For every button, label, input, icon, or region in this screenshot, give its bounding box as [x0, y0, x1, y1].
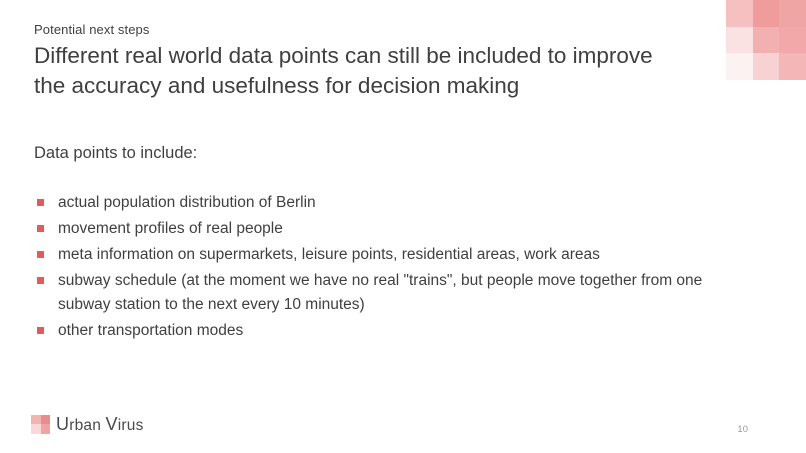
logo-swatch-cell [41, 415, 51, 425]
list-item-label: actual population distribution of Berlin [58, 194, 316, 211]
logo-swatch-cell [31, 424, 41, 434]
logo-word-rban: rban [69, 416, 106, 434]
bullet-square-icon [37, 277, 44, 284]
page-title: Different real world data points can still be included to improve the accuracy and usefulness for decision making [34, 43, 653, 98]
swatch-cell [779, 53, 806, 80]
list-item [34, 319, 734, 343]
swatch-cell [726, 53, 753, 80]
logo-word-irus: irus [117, 416, 144, 434]
data-points-label: Data points to include: [34, 144, 198, 162]
swatch-cell [753, 0, 780, 27]
slide-eyebrow: Potential next steps [34, 22, 150, 37]
swatch-cell [726, 0, 753, 27]
list-item [34, 269, 734, 316]
list-item-label: meta information on supermarkets, leisure points, residential areas, work areas [58, 246, 600, 263]
list-item-label: subway schedule (at the moment we have no real "trains", but people move together from one subway station to the next every 10 minutes) [58, 272, 703, 313]
logo-initial-v: V [105, 413, 118, 434]
bullet-square-icon [37, 251, 44, 258]
swatch-cell [753, 27, 780, 54]
logo-wordmark [56, 414, 144, 435]
list-item-label: other transportation modes [58, 321, 244, 339]
swatch-cell [753, 53, 780, 80]
list-item [34, 217, 734, 241]
logo-swatch-cell [31, 415, 41, 425]
bullet-square-icon [37, 327, 44, 334]
bullet-square-icon [37, 199, 44, 206]
page-number: 10 [737, 424, 748, 435]
bullet-square-icon [37, 225, 44, 232]
list-item [34, 191, 734, 215]
swatch-cell [779, 27, 806, 54]
list-item [34, 243, 734, 267]
decorative-swatch-grid [726, 0, 806, 80]
logo-swatch-cell [41, 424, 51, 434]
footer-logo [31, 412, 144, 436]
logo-initial-u: U [56, 413, 70, 434]
list-item-label: movement profiles of real people [58, 220, 283, 237]
swatch-cell [726, 27, 753, 54]
bullet-list [34, 191, 734, 345]
swatch-cell [779, 0, 806, 27]
urban-virus-logo-icon [31, 415, 50, 434]
